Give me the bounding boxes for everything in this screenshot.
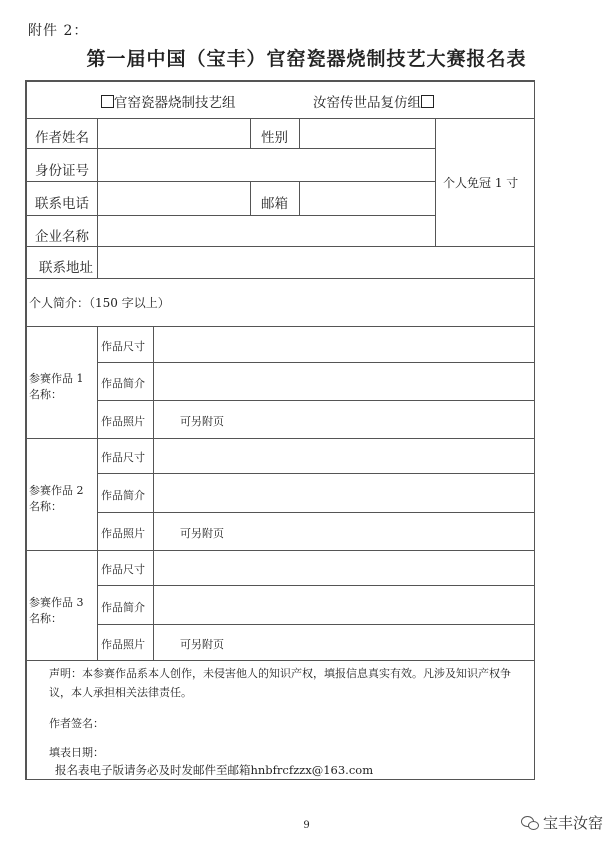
phone-label: 联系电话 (35, 196, 89, 212)
author-name-field[interactable] (99, 120, 249, 147)
email-field[interactable] (301, 183, 434, 214)
watermark-text: 宝丰汝窑 (542, 814, 603, 832)
work-1-name-label: 名称： (29, 388, 62, 401)
work-2-intro-label: 作品简介 (101, 489, 145, 502)
page-number: 9 (303, 820, 310, 831)
work-2-size-label: 作品尺寸 (101, 451, 145, 464)
watermark (521, 812, 603, 833)
gender-label: 性别 (261, 130, 288, 146)
attachment-label: 附件 2： (28, 23, 89, 39)
work-1-intro-label: 作品简介 (101, 377, 145, 390)
declaration-text: 声明：本参赛作品系本人创作，未侵害他人的知识产权，填报信息真实有效。凡涉及知识产权争议，本人承担相关法律责任。 (49, 667, 511, 699)
address-field[interactable] (99, 248, 533, 277)
work-1-photo-note: 可另附页 (180, 415, 224, 428)
wechat-icon (521, 816, 539, 830)
work-3-size-label: 作品尺寸 (101, 563, 145, 576)
checkbox-icon[interactable] (101, 95, 114, 108)
work-3-intro-label: 作品简介 (101, 601, 145, 614)
intro-label: 个人简介：（150 字以上） (29, 296, 170, 310)
company-label: 企业名称 (35, 229, 89, 245)
id-number-field[interactable] (99, 150, 434, 180)
id-number-label: 身份证号 (35, 163, 89, 179)
author-name-label: 作者姓名 (35, 130, 89, 146)
work-1-title: 参赛作品 1 (29, 372, 84, 385)
checkbox-icon[interactable] (421, 95, 434, 108)
email-instruction: 报名表电子版请务必及时发邮件至邮箱hnbfrcfzzx@163.com (55, 763, 374, 777)
work-1-size-label: 作品尺寸 (101, 340, 145, 353)
address-label: 联系地址 (39, 260, 93, 276)
work-2-title: 参赛作品 2 (29, 484, 84, 497)
work-3-title: 参赛作品 3 (29, 596, 84, 609)
work-3-photo-label: 作品照片 (101, 638, 145, 651)
work-2-name-label: 名称： (29, 500, 62, 513)
photo-placeholder-label: 个人免冠 1 寸 (443, 176, 519, 190)
registration-form (25, 80, 535, 780)
category-label-2: 汝窑传世品复仿组 (313, 95, 421, 111)
company-field[interactable] (99, 217, 434, 245)
work-1-photo-label: 作品照片 (101, 415, 145, 428)
date-label: 填表日期： (49, 746, 104, 759)
category-option-official-kiln[interactable] (101, 91, 236, 111)
email-label: 邮箱 (261, 196, 288, 212)
work-2-photo-label: 作品照片 (101, 527, 145, 540)
work-3-name-label: 名称： (29, 612, 62, 625)
work-3-photo-note: 可另附页 (180, 638, 224, 651)
category-option-ru-kiln[interactable] (313, 91, 434, 111)
form-title: 第一届中国（宝丰）官窑瓷器烧制技艺大赛报名表 (86, 48, 527, 70)
phone-field[interactable] (99, 183, 249, 214)
signature-label: 作者签名： (49, 717, 104, 730)
category-label-1: 官窑瓷器烧制技艺组 (114, 95, 236, 111)
work-2-photo-note: 可另附页 (180, 527, 224, 540)
gender-field[interactable] (301, 120, 434, 147)
